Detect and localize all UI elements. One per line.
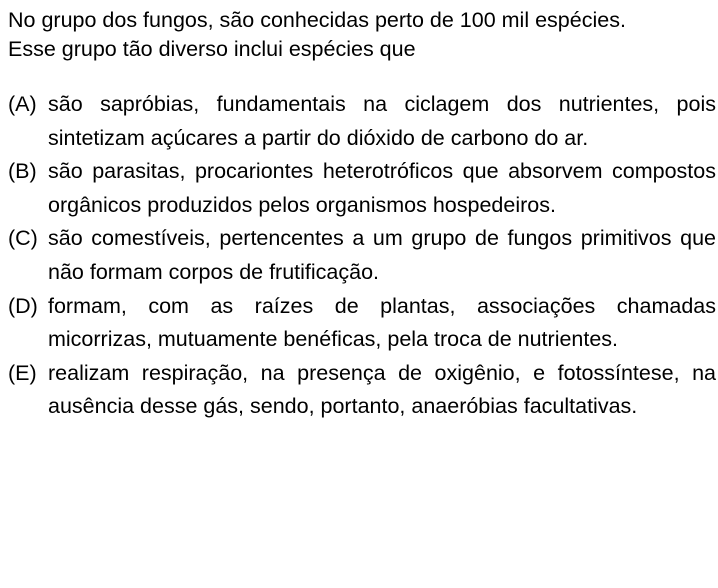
option-text: são sapróbias, fundamentais na ciclagem dos nutrientes, pois sintetizam açúcares a partir do dióxido de carbono do ar. [48, 92, 716, 150]
answer-option-e [8, 357, 716, 424]
question-stem-line: Esse grupo tão diverso inclui espécies que [8, 37, 416, 61]
option-text: são comestíveis, pertencentes a um grupo de fungos primitivos que não formam corpos de frutificação. [48, 226, 716, 284]
answer-option-d [8, 290, 716, 357]
option-text: realizam respiração, na presença de oxigênio, e fotossíntese, na ausência desse gás, sendo, portanto, anaeróbias facultativas. [48, 360, 716, 419]
question-stem [8, 6, 716, 64]
option-letter: (E) [8, 360, 37, 385]
option-letter: (D) [8, 293, 38, 318]
question-stem-line: No grupo dos fungos, são conhecidas perto de 100 mil espécies. [8, 8, 626, 32]
option-letter: (A) [8, 92, 37, 116]
option-letter: (B) [8, 159, 37, 184]
option-text: formam, com as raízes de plantas, associações chamadas micorrizas, mutuamente benéficas, pela troca de nutrientes. [48, 293, 716, 352]
answer-option-c [8, 222, 716, 289]
option-letter: (C) [8, 226, 38, 251]
answer-options [8, 88, 716, 424]
option-text: são parasitas, procariontes heterotróficos que absorvem compostos orgânicos produzidos pelos organismos hospedeiros. [48, 159, 716, 217]
answer-option-b [8, 155, 716, 222]
answer-option-a [8, 88, 716, 155]
